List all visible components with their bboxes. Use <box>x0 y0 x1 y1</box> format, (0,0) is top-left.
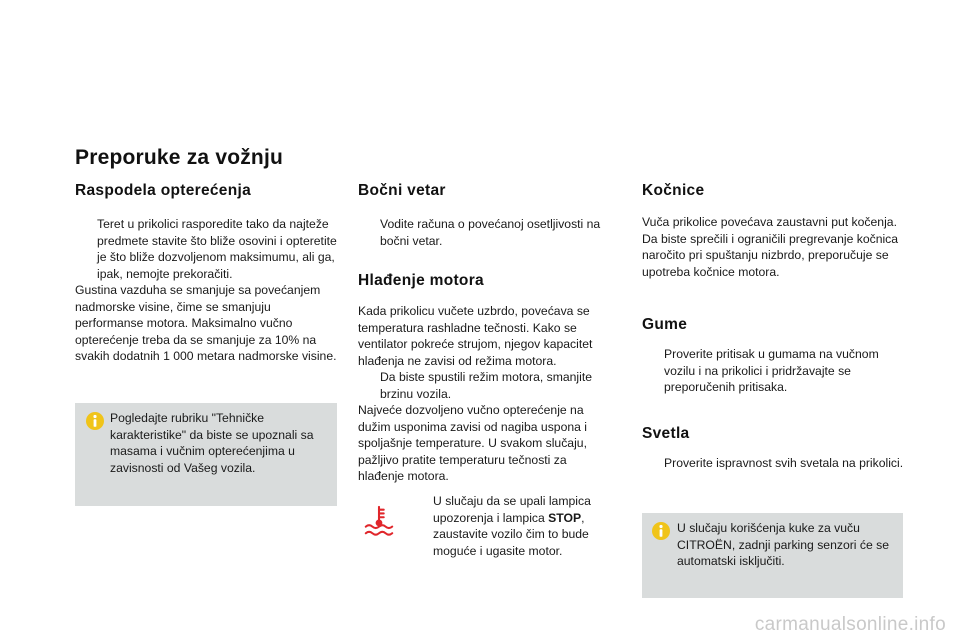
section-tyres <box>642 316 907 396</box>
bullet-item <box>358 216 608 249</box>
info-icon <box>85 411 105 431</box>
stop-label: STOP <box>548 510 582 525</box>
warning-note <box>358 491 608 561</box>
info-icon <box>651 521 671 541</box>
paragraph: Gustina vazduha se smanjuje sa povećanjem nadmorske visine, čime se smanjuju performanse motora. Maksimalno vučno opterećenje treba da se smanjuje za 10% na svakih dodatnih 1 000 metara nadmorske visine. <box>75 283 337 363</box>
info-text: U slučaju korišćenja kuke za vuču CITROËN, zadnji parking senzori će se automatski isključiti. <box>677 521 890 568</box>
heading-brakes: Kočnice <box>642 182 705 199</box>
heading-lights: Svetla <box>642 425 690 442</box>
watermark: carmanualsonline.info <box>754 614 946 635</box>
column-brakes-tyres-lights <box>642 182 907 280</box>
heading-tyres: Gume <box>642 316 688 333</box>
info-box-technical <box>75 403 337 506</box>
heading-crosswind: Bočni vetar <box>358 182 446 199</box>
heading-load-distribution: Raspodela opterećenja <box>75 182 251 199</box>
info-box-towbar <box>642 513 903 598</box>
bullet-text: Vodite računa o povećanoj osetljivosti na bočni vetar. <box>380 217 601 248</box>
bullet-text: Proverite ispravnost svih svetala na prikolici. <box>664 456 904 470</box>
bullet-text: Proverite pritisak u gumama na vučnom vozilu i na prikolici i pridržavajte se preporučenih pritisaka. <box>664 347 879 394</box>
bullet-item <box>411 493 618 559</box>
info-text: Pogledajte rubriku "Tehničke karakteristike" da biste se upoznali sa masama i vučnim opterećenjima u zavisnosti od Vašeg vozila. <box>110 411 314 475</box>
paragraph: Vuča prikolice povećava zaustavni put kočenja. Da biste sprečili i ograničili pregrevanje kočnica naročito pri spuštanju nizbrdo, preporučuje se upotreba kočnice motora. <box>642 215 899 279</box>
column-crosswind-cooling <box>358 182 608 485</box>
bullet-text: Teret u prikolici rasporedite tako da najteže predmete stavite što bliže osovini i opteretite je što bliže dozvoljenom maksimumu, ali ga, ipak, nemojte prekoračiti. <box>97 217 337 281</box>
heading-engine-cooling: Hlađenje motora <box>358 272 484 289</box>
paragraph: Najveće dozvoljeno vučno opterećenje na dužim usponima zavisi od nagiba uspona i spoljašnje temperature. U svakom slučaju, pažljivo pratite temperaturu tečnosti za hlađenje motora. <box>358 403 587 483</box>
bullet-text: Da biste spustili režim motora, smanjite brzinu vozila. <box>380 370 592 401</box>
bullet-item <box>75 216 337 282</box>
page-title: Preporuke za vožnju <box>75 146 284 169</box>
section-lights <box>642 425 907 472</box>
warning-text-start: U slučaju da se upali lampica upozorenja i lampica <box>433 494 591 525</box>
coolant-temperature-warning-icon <box>363 504 395 538</box>
column-load-distribution <box>75 182 337 365</box>
paragraph: Kada prikolicu vučete uzbrdo, povećava se temperatura rashladne tečnosti. Kako se ventilator pokreće strujom, njegov kapacitet hlađenja ne zavisi od režima motora. <box>358 304 593 368</box>
warning-text-end: , zaustavite vozilo čim to bude moguće i ugasite motor. <box>433 510 589 558</box>
bullet-item <box>358 369 608 402</box>
bullet-item <box>642 455 907 472</box>
bullet-item <box>642 346 907 396</box>
